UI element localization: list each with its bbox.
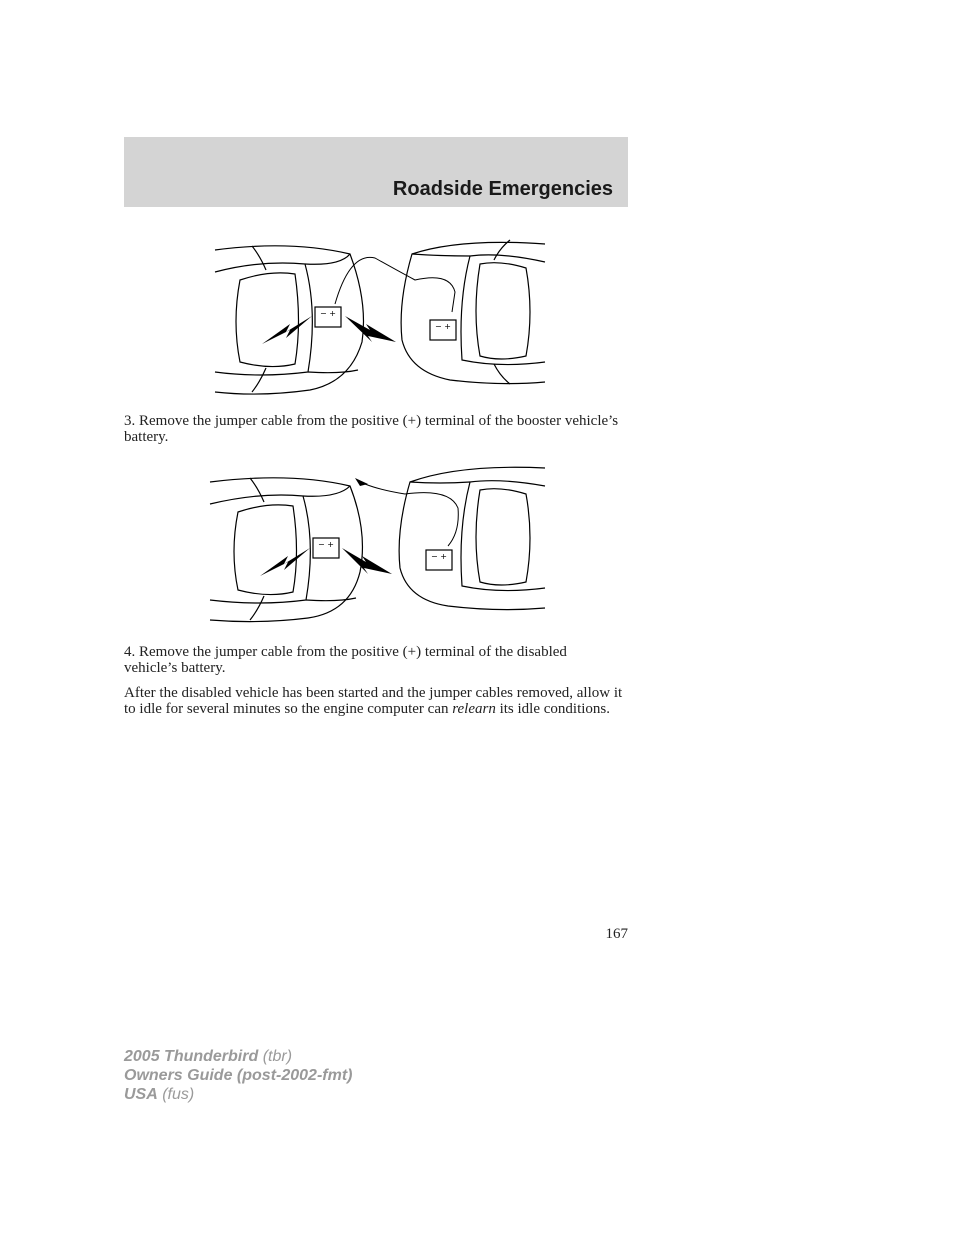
- two-cars-cable-removed-illustration: [200, 462, 560, 632]
- impact-arrow-right-icon: [345, 316, 396, 342]
- page-number: 167: [605, 926, 628, 942]
- footer-market: USA: [124, 1086, 158, 1103]
- step-4-text: 4. Remove the jumper cable from the positive (+) terminal of the disabled vehicle’s battery.: [124, 644, 567, 676]
- battery-label-right: − +: [435, 322, 451, 331]
- battery-label-left: − +: [320, 309, 336, 318]
- step-3-text: 3. Remove the jumper cable from the positive (+) terminal of the booster vehicle’s battery.: [124, 413, 619, 445]
- footer-model: 2005 Thunderbird: [124, 1048, 259, 1065]
- document-footer: [124, 1047, 352, 1104]
- impact-arrow-left-icon: [260, 548, 310, 576]
- impact-arrow-right-icon: [342, 548, 392, 574]
- jumper-diagram-1: [200, 232, 560, 402]
- after-start-paragraph: [124, 685, 630, 717]
- relearn-emphasis: relearn: [452, 701, 496, 717]
- battery-label-right: − +: [431, 552, 447, 561]
- jumper-diagram-2: [200, 462, 560, 632]
- after-text-start: After the disabled vehicle has been started and the jumper cables removed, allow it to idle for several minutes so the engine computer can: [124, 685, 623, 717]
- footer-market-code: (fus): [157, 1086, 195, 1103]
- impact-arrow-left-icon: [262, 316, 312, 344]
- footer-guide: Owners Guide (post-2002-fmt): [124, 1067, 353, 1084]
- footer-model-code: (tbr): [258, 1048, 293, 1065]
- section-title: Roadside Emergencies: [392, 178, 613, 200]
- two-cars-jump-illustration: [200, 232, 560, 402]
- section-header-band: [124, 137, 628, 207]
- battery-label-left: − +: [318, 540, 334, 549]
- after-text-end: its idle conditions.: [495, 701, 611, 717]
